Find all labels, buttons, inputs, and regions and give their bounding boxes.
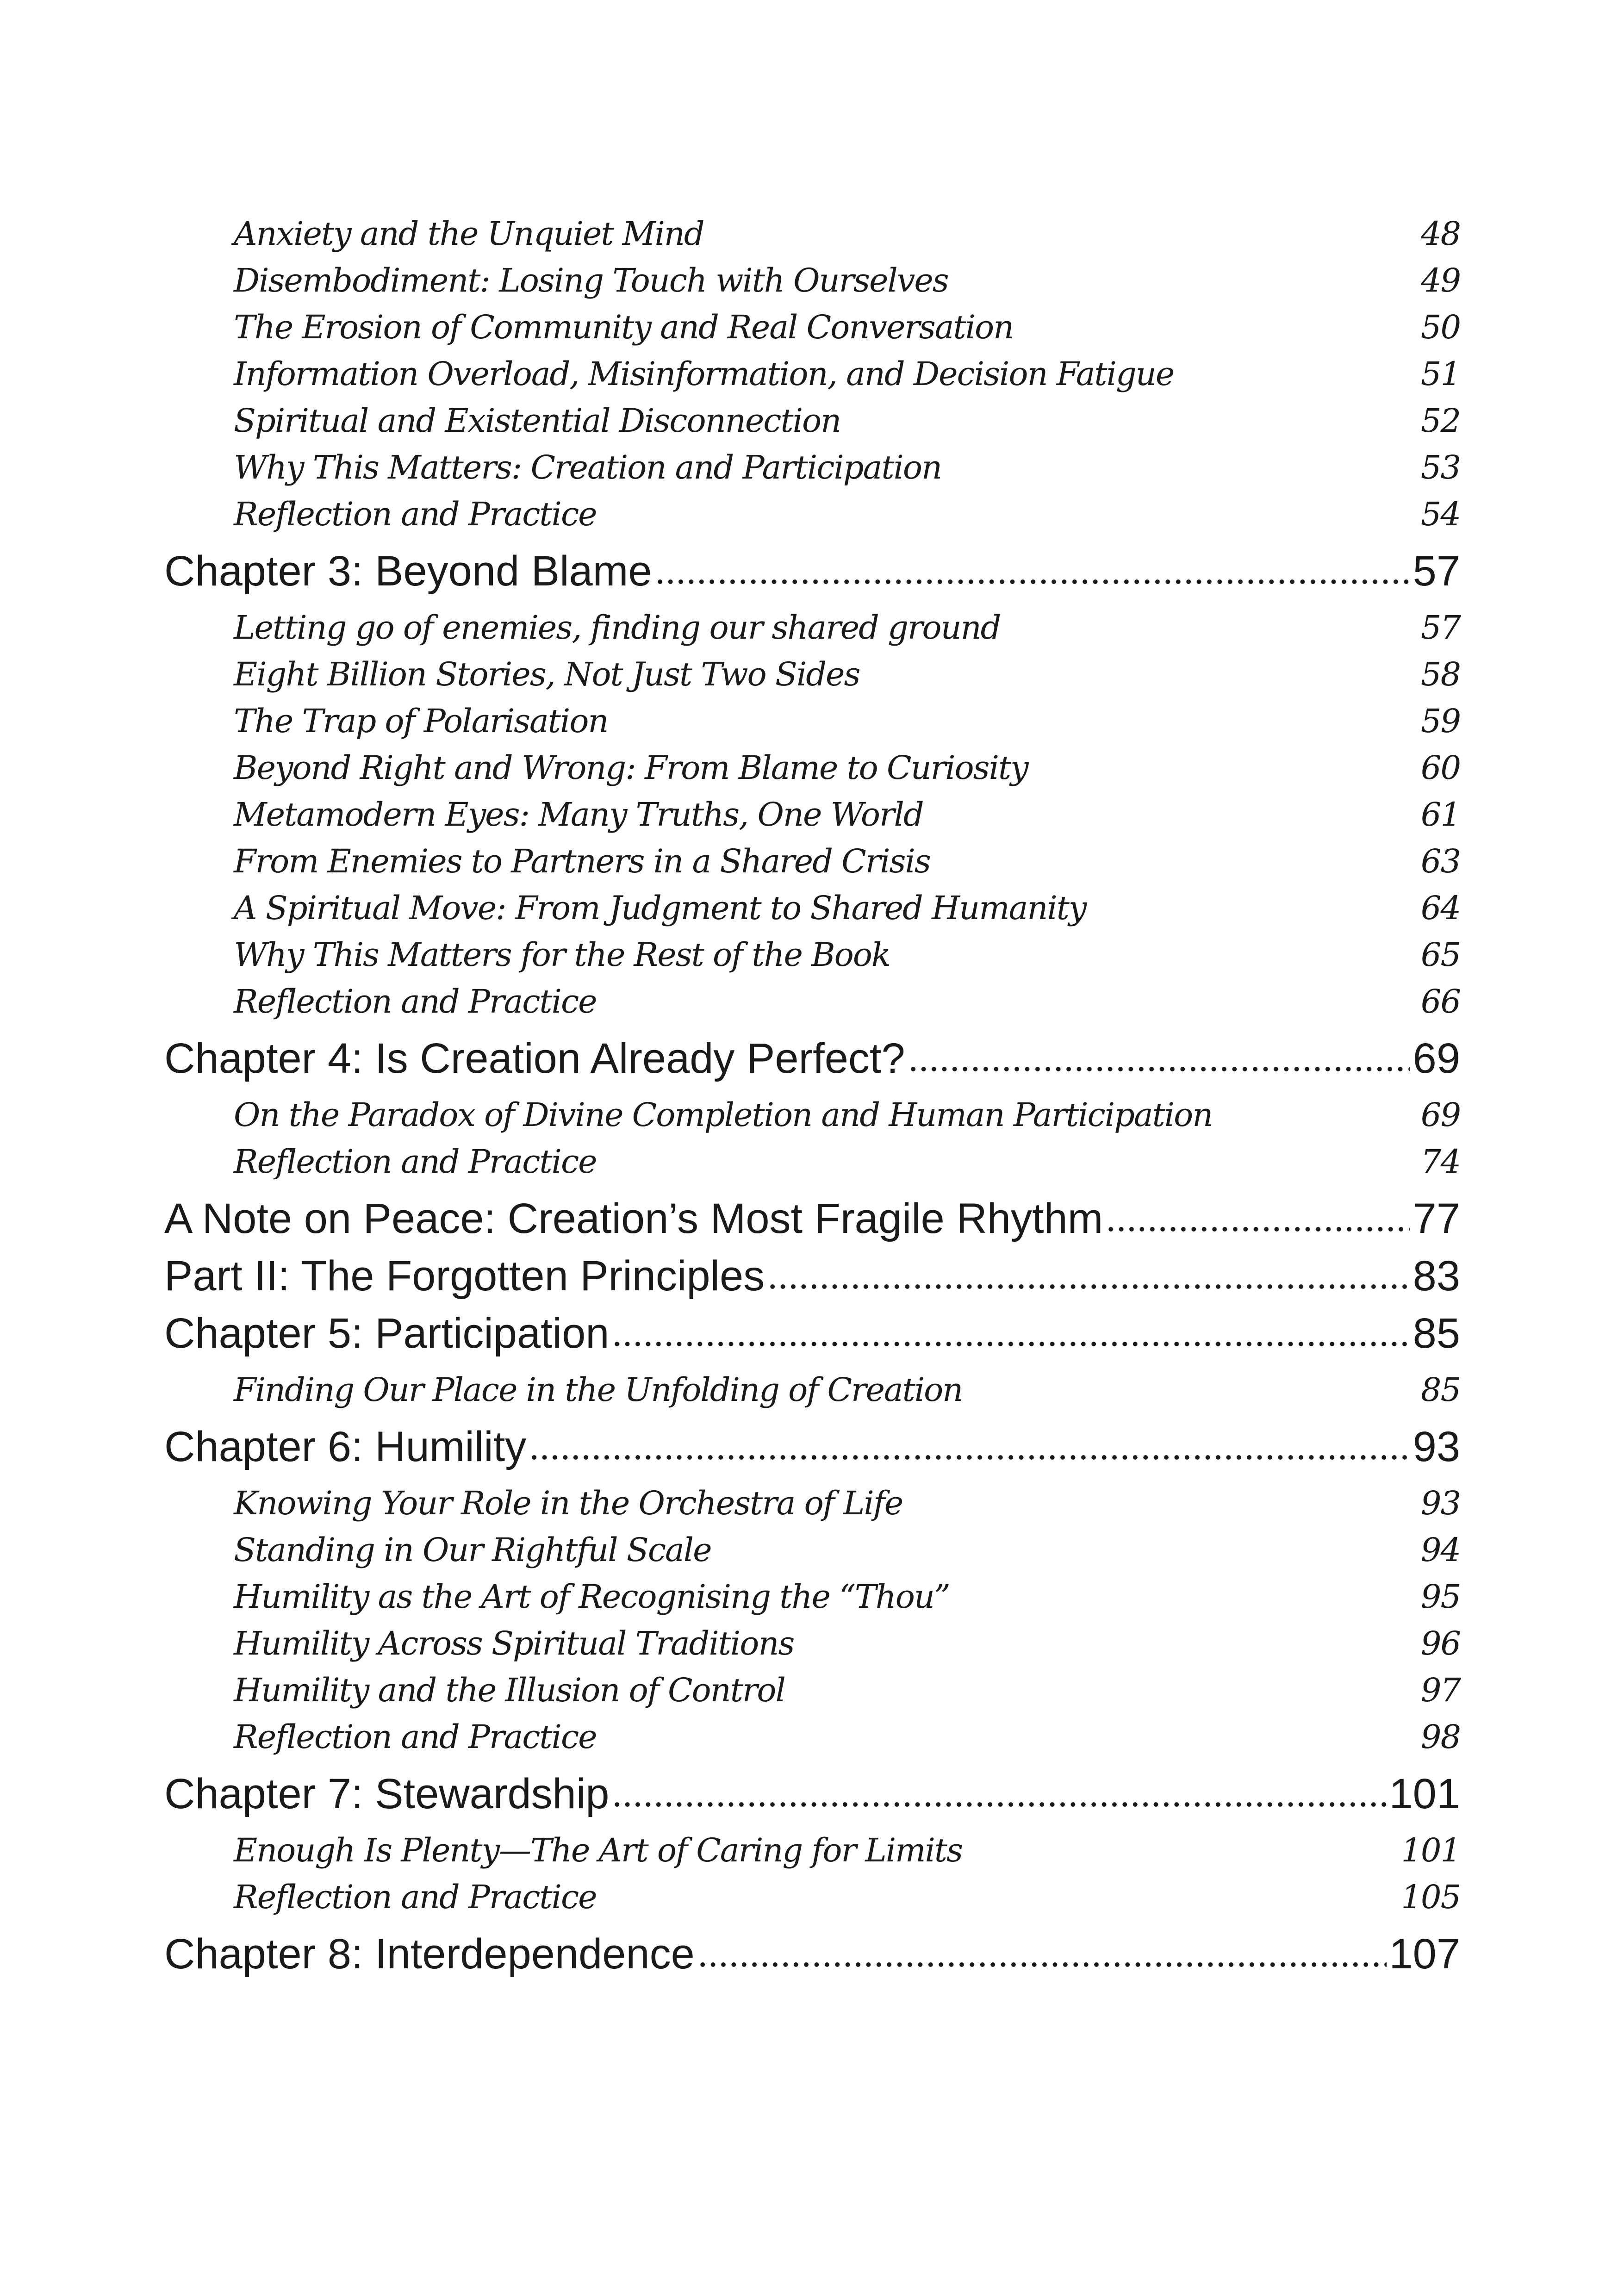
chapter-title: Chapter 3: Beyond Blame — [164, 548, 652, 595]
section-title: Finding Our Place in the Unfolding of Creation — [234, 1371, 963, 1409]
page-number: 74 — [1420, 1143, 1460, 1181]
page-number: 66 — [1420, 983, 1460, 1020]
toc-section-entry — [164, 651, 1460, 698]
section-title: Eight Billion Stories, Not Just Two Sides — [234, 655, 860, 693]
table-of-contents — [164, 211, 1460, 1987]
section-title: The Trap of Polarisation — [234, 702, 608, 740]
section-title: Anxiety and the Unquiet Mind — [234, 215, 704, 253]
page-number: 52 — [1420, 402, 1460, 440]
page-number: 58 — [1420, 655, 1460, 693]
page-number: 95 — [1420, 1578, 1460, 1616]
toc-section-entry — [164, 257, 1460, 304]
section-title: Beyond Right and Wrong: From Blame to Curiosity — [234, 749, 1028, 787]
toc-section-entry — [164, 932, 1460, 978]
section-title: Spiritual and Existential Disconnection — [234, 402, 841, 440]
page-number: 57 — [1420, 609, 1460, 647]
page-number: 93 — [1413, 1423, 1460, 1470]
page-number: 97 — [1420, 1671, 1460, 1709]
section-title: Reflection and Practice — [234, 1143, 597, 1181]
page-number: 59 — [1420, 702, 1460, 740]
page-number: 101 — [1401, 1831, 1460, 1869]
page-number: 54 — [1420, 495, 1460, 533]
chapter-title: Part II: The Forgotten Principles — [164, 1252, 765, 1300]
page-number: 51 — [1420, 355, 1460, 393]
chapter-title: A Note on Peace: Creation’s Most Fragile Rhythm — [164, 1195, 1103, 1242]
page-number: 53 — [1420, 448, 1460, 486]
toc-section-entry — [164, 838, 1460, 885]
section-title: Metamodern Eyes: Many Truths, One World — [234, 796, 923, 834]
page-number: 85 — [1420, 1371, 1460, 1409]
page-number: 101 — [1389, 1770, 1460, 1817]
page-number: 105 — [1401, 1878, 1460, 1916]
section-title: Standing in Our Rightful Scale — [234, 1531, 711, 1569]
toc-section-entry — [164, 1827, 1460, 1874]
toc-section-entry — [164, 745, 1460, 791]
page-number: 61 — [1420, 796, 1460, 834]
chapter-title: Chapter 5: Participation — [164, 1310, 610, 1357]
section-title: Humility and the Illusion of Control — [234, 1671, 785, 1709]
page-number: 65 — [1420, 936, 1460, 974]
toc-section-entry — [164, 304, 1460, 351]
section-title: Humility as the Art of Recognising the “Thou” — [234, 1578, 950, 1616]
page-number: 85 — [1413, 1310, 1460, 1357]
toc-section-entry — [164, 1574, 1460, 1620]
dot-leader — [612, 1309, 1410, 1357]
page-number: 49 — [1420, 261, 1460, 299]
section-title: A Spiritual Move: From Judgment to Shared Humanity — [234, 889, 1086, 927]
toc-section-entry — [164, 1527, 1460, 1574]
chapter-title: Chapter 4: Is Creation Already Perfect? — [164, 1035, 905, 1082]
section-title: Why This Matters: Creation and Participation — [234, 448, 942, 486]
dot-leader — [908, 1034, 1410, 1083]
dot-leader — [612, 1770, 1386, 1818]
page-number: 64 — [1420, 889, 1460, 927]
section-title: Reflection and Practice — [234, 1878, 597, 1916]
page-number: 50 — [1420, 308, 1460, 346]
chapter-title: Chapter 6: Humility — [164, 1423, 527, 1470]
toc-chapter-entry — [164, 1770, 1460, 1818]
page-number: 63 — [1420, 842, 1460, 880]
dot-leader — [655, 547, 1410, 595]
chapter-title: Chapter 8: Interdependence — [164, 1930, 695, 1978]
section-title: Information Overload, Misinformation, and Decision Fatigue — [234, 355, 1174, 393]
section-title: Reflection and Practice — [234, 495, 597, 533]
dot-leader — [767, 1252, 1410, 1300]
page-number: 94 — [1420, 1531, 1460, 1569]
toc-section-entry — [164, 1667, 1460, 1714]
toc-section-entry — [164, 1874, 1460, 1921]
toc-section-entry — [164, 1480, 1460, 1527]
page-number: 57 — [1413, 548, 1460, 595]
toc-section-entry — [164, 1139, 1460, 1185]
toc-section-entry — [164, 1092, 1460, 1139]
toc-section-entry — [164, 698, 1460, 745]
page-number: 93 — [1420, 1484, 1460, 1522]
page-number: 48 — [1420, 215, 1460, 253]
section-title: Disembodiment: Losing Touch with Ourselves — [234, 261, 948, 299]
toc-chapter-entry — [164, 1252, 1460, 1300]
toc-chapter-entry — [164, 1034, 1460, 1083]
toc-section-entry — [164, 351, 1460, 398]
toc-section-entry — [164, 1714, 1460, 1761]
section-title: Enough Is Plenty—The Art of Caring for Limits — [234, 1831, 962, 1869]
section-title: Letting go of enemies, finding our shared ground — [234, 609, 1001, 647]
toc-section-entry — [164, 1367, 1460, 1413]
section-title: Knowing Your Role in the Orchestra of Life — [234, 1484, 903, 1522]
toc-section-entry — [164, 491, 1460, 538]
toc-section-entry — [164, 211, 1460, 257]
dot-leader — [697, 1930, 1387, 1978]
dot-leader — [1106, 1195, 1410, 1243]
page-number: 69 — [1413, 1035, 1460, 1082]
page-number: 77 — [1413, 1195, 1460, 1242]
chapter-title: Chapter 7: Stewardship — [164, 1770, 610, 1817]
toc-section-entry — [164, 978, 1460, 1025]
section-title: Humility Across Spiritual Traditions — [234, 1624, 794, 1662]
toc-chapter-entry — [164, 1195, 1460, 1243]
toc-section-entry — [164, 791, 1460, 838]
toc-section-entry — [164, 444, 1460, 491]
toc-section-entry — [164, 604, 1460, 651]
section-title: Reflection and Practice — [234, 983, 597, 1020]
page-number: 69 — [1420, 1096, 1460, 1134]
page-number: 60 — [1420, 749, 1460, 787]
page-number: 107 — [1389, 1930, 1460, 1978]
toc-chapter-entry — [164, 547, 1460, 595]
section-title: Why This Matters for the Rest of the Book — [234, 936, 890, 974]
section-title: From Enemies to Partners in a Shared Crisis — [234, 842, 930, 880]
toc-section-entry — [164, 398, 1460, 444]
toc-section-entry — [164, 885, 1460, 932]
section-title: On the Paradox of Divine Completion and Human Participation — [234, 1096, 1213, 1134]
dot-leader — [529, 1423, 1410, 1471]
toc-section-entry — [164, 1620, 1460, 1667]
section-title: The Erosion of Community and Real Conversation — [234, 308, 1014, 346]
toc-chapter-entry — [164, 1930, 1460, 1978]
page-number: 96 — [1420, 1624, 1460, 1662]
toc-chapter-entry — [164, 1423, 1460, 1471]
toc-chapter-entry — [164, 1309, 1460, 1357]
page-number: 83 — [1413, 1252, 1460, 1300]
section-title: Reflection and Practice — [234, 1718, 597, 1756]
page-number: 98 — [1420, 1718, 1460, 1756]
